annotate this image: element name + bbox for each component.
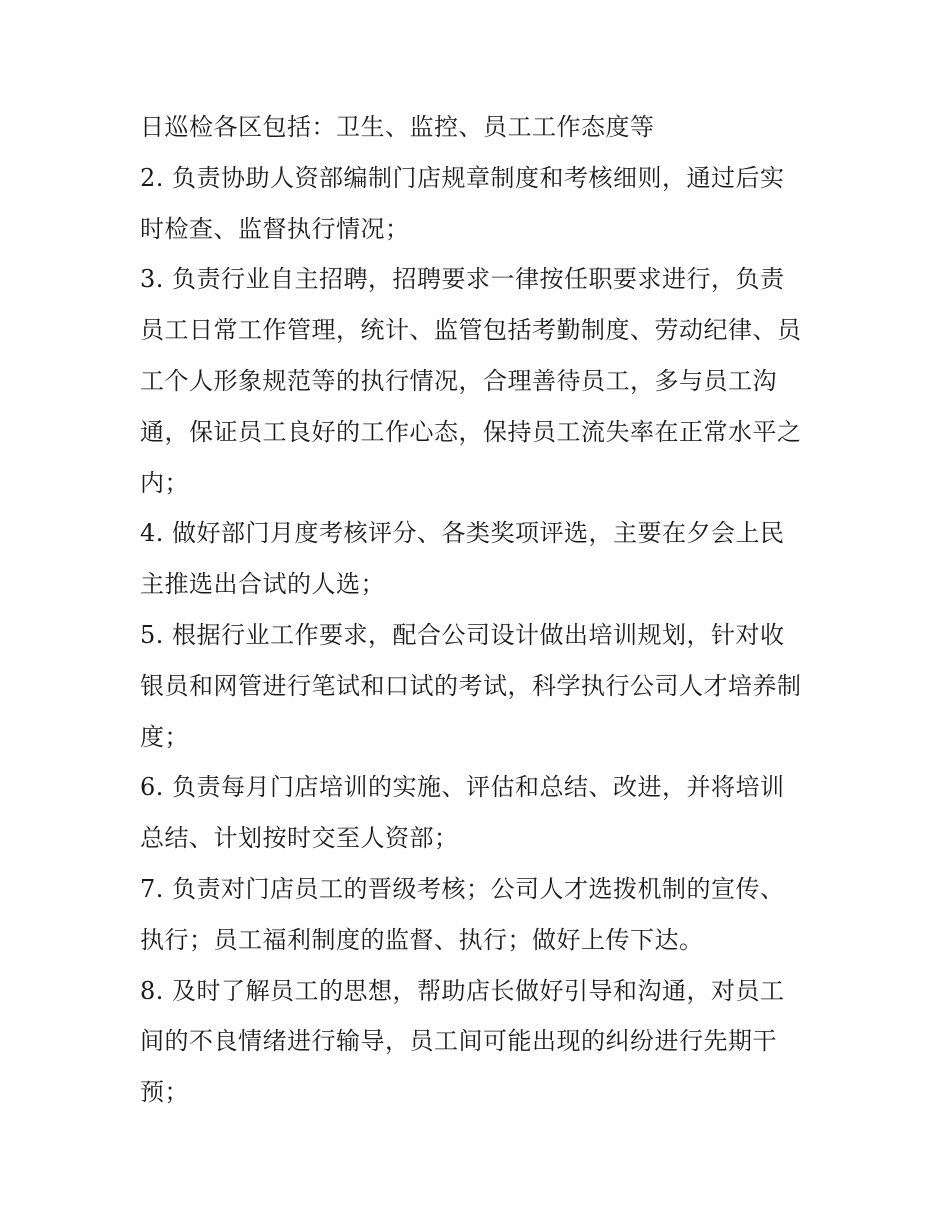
text-line: 7. 负责对门店员工的晋级考核；公司人才选拨机制的宣传、 bbox=[140, 874, 785, 903]
text-line: 工个人形象规范等的执行情况，合理善待员工，多与员工沟 bbox=[140, 366, 777, 395]
text-line: 内； bbox=[140, 468, 189, 497]
text-line: 通，保证员工良好的工作心态，保持员工流失率在正常水平之 bbox=[140, 417, 802, 446]
text-line: 2. 负责协助人资部编制门店规章制度和考核细则，通过后实 bbox=[140, 163, 785, 192]
text-line: 6. 负责每月门店培训的实施、评估和总结、改进，并将培训 bbox=[140, 773, 785, 802]
text-line: 8. 及时了解员工的思想，帮助店长做好引导和沟通，对员工 bbox=[140, 976, 785, 1005]
text-line: 执行；员工福利制度的监督、执行；做好上传下达。 bbox=[140, 925, 704, 954]
text-line: 度； bbox=[140, 722, 189, 751]
text-line: 日巡检各区包括：卫生、监控、员工工作态度等 bbox=[140, 113, 655, 141]
text-line: 4. 做好部门月度考核评分、各类奖项评选，主要在夕会上民 bbox=[140, 519, 785, 548]
text-line: 银员和网管进行笔试和口试的考试，科学执行公司人才培养制 bbox=[140, 671, 802, 700]
text-line: 总结、计划按时交至人资部； bbox=[140, 824, 459, 853]
text-line: 时检查、监督执行情况； bbox=[140, 214, 410, 243]
text-line: 员工日常工作管理，统计、监管包括考勤制度、劳动纪律、员 bbox=[140, 316, 802, 345]
text-line: 主推选出合试的人选； bbox=[140, 570, 385, 599]
text-line: 间的不良情绪进行输导，员工间可能出现的纠纷进行先期干 bbox=[140, 1027, 777, 1056]
text-line: 3. 负责行业自主招聘，招聘要求一律按任职要求进行，负责 bbox=[140, 265, 785, 294]
text-line: 预； bbox=[140, 1078, 189, 1107]
document-page bbox=[140, 102, 820, 1118]
text-line: 5. 根据行业工作要求，配合公司设计做出培训规划，针对收 bbox=[140, 620, 785, 649]
